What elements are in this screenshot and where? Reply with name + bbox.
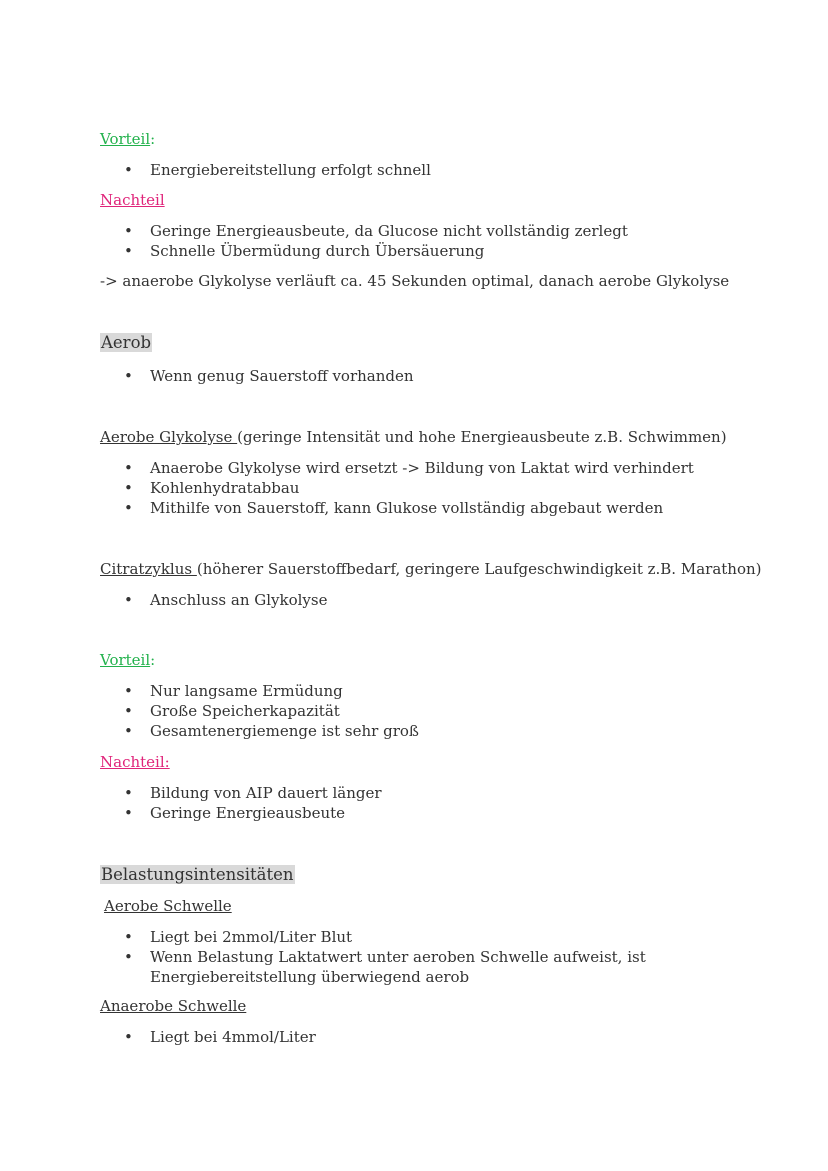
- vorteil-list-1: [100, 160, 431, 180]
- aerobe-glykolyse-title: Aerobe Glykolyse: [100, 428, 238, 446]
- belastung-heading: [100, 864, 295, 886]
- aerob-heading-text: Aerob: [101, 333, 152, 352]
- belastung-heading-text: Belastungsintensitäten: [101, 865, 294, 884]
- aerobe-glykolyse-list: [100, 458, 694, 518]
- aerob-list: [100, 366, 414, 386]
- vorteil-heading-2: [100, 650, 155, 670]
- citratzyklus-title: Citratzyklus: [100, 560, 197, 578]
- anaerobe-schwelle-title: Anaerobe Schwelle: [100, 997, 247, 1015]
- vorteil-colon: :: [150, 130, 156, 148]
- list-item: • Wenn genug Sauerstoff vorhanden: [100, 366, 414, 386]
- aerobe-glykolyse-desc: (geringe Intensität und hohe Energieausbeute z.B. Schwimmen): [237, 428, 727, 446]
- nachteil-list-2: [100, 783, 382, 823]
- list-item: • Bildung von AIP dauert länger: [100, 783, 382, 803]
- list-item: • Kohlenhydratabbau: [100, 478, 694, 498]
- aerobe-glykolyse-heading: [100, 427, 727, 447]
- list-item: • Große Speicherkapazität: [100, 701, 419, 721]
- citratzyklus-list: [100, 590, 327, 610]
- vorteil-colon: :: [150, 651, 156, 669]
- list-item: • Gesamtenergiemenge ist sehr groß: [100, 721, 419, 741]
- list-item: • Liegt bei 4mmol/Liter: [100, 1027, 316, 1047]
- list-item: • Liegt bei 2mmol/Liter Blut: [100, 927, 646, 947]
- list-item: • Anschluss an Glykolyse: [100, 590, 327, 610]
- list-item: • Schnelle Übermüdung durch Übersäuerung: [100, 241, 628, 261]
- list-item: • Mithilfe von Sauerstoff, kann Glukose vollständig abgebaut werden: [100, 498, 694, 518]
- glykolyse-note: -> anaerobe Glykolyse verläuft ca. 45 Sekunden optimal, danach aerobe Glykolyse: [100, 272, 730, 290]
- vorteil-list-2: [100, 681, 419, 741]
- vorteil-heading-1: [100, 129, 155, 149]
- list-item-continuation: Energiebereitstellung überwiegend aerob: [150, 968, 470, 986]
- nachteil-heading-2: Nachteil:: [100, 753, 170, 771]
- vorteil-label: Vorteil: [100, 130, 151, 148]
- list-item: • Geringe Energieausbeute, da Glucose nicht vollständig zerlegt: [100, 221, 628, 241]
- list-item: • Energiebereitstellung erfolgt schnell: [100, 160, 431, 180]
- list-item: • Wenn Belastung Laktatwert unter aeroben Schwelle aufweist, ist: [100, 947, 646, 967]
- list-item: • Geringe Energieausbeute: [100, 803, 382, 823]
- aerobe-schwelle-title: Aerobe Schwelle: [104, 897, 232, 915]
- nachteil-heading-1: Nachteil: [100, 191, 165, 209]
- vorteil-label: Vorteil: [100, 651, 151, 669]
- list-item: • Anaerobe Glykolyse wird ersetzt -> Bildung von Laktat wird verhindert: [100, 458, 694, 478]
- nachteil-list-1: [100, 221, 628, 261]
- citratzyklus-heading: [100, 559, 762, 579]
- anaerobe-schwelle-list: [100, 1027, 316, 1047]
- aerobe-schwelle-list: [100, 927, 646, 987]
- aerob-heading: [100, 332, 152, 354]
- list-item: • Nur langsame Ermüdung: [100, 681, 419, 701]
- citratzyklus-desc: (höherer Sauerstoffbedarf, geringere Laufgeschwindigkeit z.B. Marathon): [196, 560, 762, 578]
